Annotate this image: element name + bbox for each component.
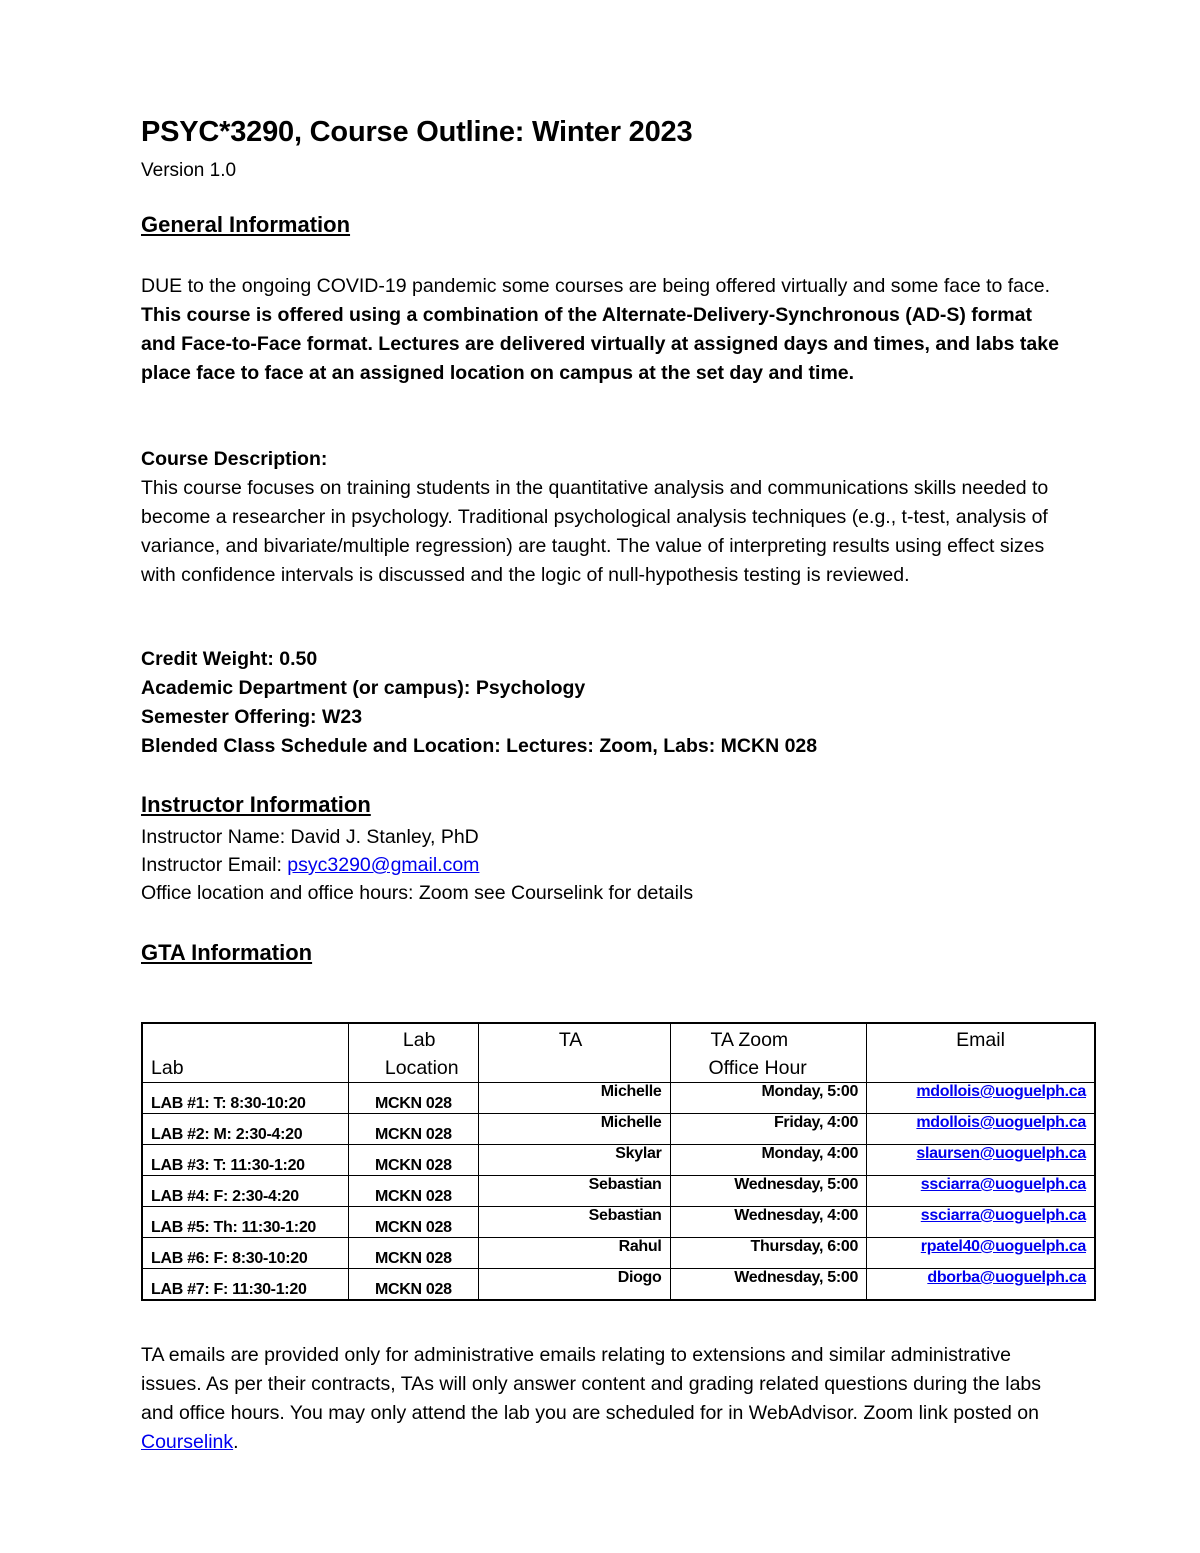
lab-cell: LAB #2: M: 2:30-4:20 (142, 1114, 348, 1145)
location-cell: MCKN 028 (348, 1207, 478, 1238)
gta-info-heading: GTA Information (141, 940, 313, 965)
header-hour-line1: TA Zoom (710, 1029, 789, 1051)
general-info-paragraph (141, 272, 1071, 388)
version-label: Version 1.0 (141, 160, 237, 181)
office-hour-cell: Monday, 5:00 (670, 1083, 867, 1114)
credit-weight: Credit Weight: 0.50 (141, 648, 318, 670)
header-location-line1: Lab (402, 1029, 436, 1051)
general-info-text: DUE to the ongoing COVID-19 pandemic some courses are being offered virtually and some face to face. (141, 275, 1051, 297)
email-cell (867, 1114, 1095, 1145)
location-cell: MCKN 028 (348, 1176, 478, 1207)
header-ta: TA (478, 1023, 670, 1083)
location-cell: MCKN 028 (348, 1269, 478, 1301)
ta-cell: Sebastian (478, 1176, 670, 1207)
ta-cell: Sebastian (478, 1207, 670, 1238)
page-title: PSYC*3290, Course Outline: Winter 2023 (141, 116, 693, 148)
gta-table (141, 1022, 1096, 1301)
ta-email-link[interactable]: mdollois@uoguelph.ca (916, 1083, 1086, 1100)
semester-offering: Semester Offering: W23 (141, 706, 363, 728)
lab-cell: LAB #1: T: 8:30-10:20 (142, 1083, 348, 1114)
course-description-label: Course Description: (141, 448, 328, 470)
header-office-hour (670, 1023, 867, 1083)
ta-note-end: . (233, 1431, 239, 1453)
ta-email-link[interactable]: rpatel40@uoguelph.ca (920, 1238, 1086, 1255)
office-hour-cell: Monday, 4:00 (670, 1145, 867, 1176)
lab-cell: LAB #3: T: 11:30-1:20 (142, 1145, 348, 1176)
instructor-name: Instructor Name: David J. Stanley, PhD (141, 826, 479, 848)
gta-table-row (142, 1269, 1095, 1301)
instructor-email-line (141, 851, 479, 880)
instructor-email-label: Instructor Email: (141, 854, 288, 876)
office-hours: Office location and office hours: Zoom see Courselink for details (141, 882, 694, 904)
ta-cell: Diogo (478, 1269, 670, 1301)
lab-cell: LAB #6: F: 8:30-10:20 (142, 1238, 348, 1269)
ta-note-paragraph (141, 1341, 1071, 1457)
email-cell (867, 1207, 1095, 1238)
ta-note-text: TA emails are provided only for administrative emails relating to extensions and similar administrative issues. As per their contracts, TAs will only answer content and grading related questions during the labs and office hours. You may only attend the lab you are scheduled for in WebAdvisor. Zoom link posted on (141, 1344, 1042, 1424)
gta-table-header-row (142, 1023, 1095, 1083)
lab-cell: LAB #7: F: 11:30-1:20 (142, 1269, 348, 1301)
location-cell: MCKN 028 (348, 1145, 478, 1176)
header-hour-line2: Office Hour (708, 1057, 807, 1079)
ta-email-link[interactable]: mdollois@uoguelph.ca (916, 1114, 1086, 1131)
gta-table-row (142, 1176, 1095, 1207)
gta-table-row (142, 1238, 1095, 1269)
email-cell (867, 1269, 1095, 1301)
header-lab-location (348, 1023, 478, 1083)
office-hour-cell: Friday, 4:00 (670, 1114, 867, 1145)
lab-cell: LAB #4: F: 2:30-4:20 (142, 1176, 348, 1207)
lab-cell: LAB #5: Th: 11:30-1:20 (142, 1207, 348, 1238)
instructor-info-heading: Instructor Information (141, 792, 371, 817)
instructor-email-link[interactable]: psyc3290@gmail.com (287, 854, 480, 876)
gta-table-row (142, 1083, 1095, 1114)
office-hour-cell: Wednesday, 5:00 (670, 1269, 867, 1301)
ta-email-link[interactable]: dborba@uoguelph.ca (927, 1269, 1086, 1286)
location-cell: MCKN 028 (348, 1114, 478, 1145)
header-email: Email (867, 1023, 1095, 1083)
office-hour-cell: Wednesday, 4:00 (670, 1207, 867, 1238)
location-cell: MCKN 028 (348, 1083, 478, 1114)
courselink-link[interactable]: Courselink (141, 1431, 234, 1453)
ta-cell: Michelle (478, 1083, 670, 1114)
location-cell: MCKN 028 (348, 1238, 478, 1269)
email-cell (867, 1083, 1095, 1114)
header-location-line2: Location (384, 1057, 459, 1079)
email-cell (867, 1145, 1095, 1176)
email-cell (867, 1238, 1095, 1269)
general-info-heading: General Information (141, 212, 351, 237)
gta-table-row (142, 1207, 1095, 1238)
ta-email-link[interactable]: ssciarra@uoguelph.ca (920, 1176, 1086, 1193)
office-hour-cell: Thursday, 6:00 (670, 1238, 867, 1269)
email-cell (867, 1176, 1095, 1207)
gta-table-row (142, 1114, 1095, 1145)
course-description-text: This course focuses on training students in the quantitative analysis and communications skills needed to become a researcher in psychology. Traditional psychological analysis techniques (e.g., t-test, analysis of variance, and bivariate/multiple regression) are taught. The value of interpreting results using effect sizes with confidence intervals is discussed and the logic of null-hypothesis testing is reviewed. (141, 477, 1049, 586)
academic-department: Academic Department (or campus): Psychology (141, 677, 586, 699)
ta-cell: Skylar (478, 1145, 670, 1176)
gta-table-row (142, 1145, 1095, 1176)
header-lab: Lab (142, 1023, 348, 1083)
ta-email-link[interactable]: slaursen@uoguelph.ca (916, 1145, 1086, 1162)
ta-cell: Rahul (478, 1238, 670, 1269)
ta-cell: Michelle (478, 1114, 670, 1145)
office-hour-cell: Wednesday, 5:00 (670, 1176, 867, 1207)
ta-email-link[interactable]: ssciarra@uoguelph.ca (920, 1207, 1086, 1224)
general-info-bold-text: This course is offered using a combination of the Alternate-Delivery-Synchronous (AD-S) format and Face-to-Face format. Lectures are delivered virtually at assigned days and times, and labs take place face to face at an assigned location on campus at the set day and time. (141, 304, 1059, 384)
class-schedule: Blended Class Schedule and Location: Lectures: Zoom, Labs: MCKN 028 (141, 735, 818, 757)
